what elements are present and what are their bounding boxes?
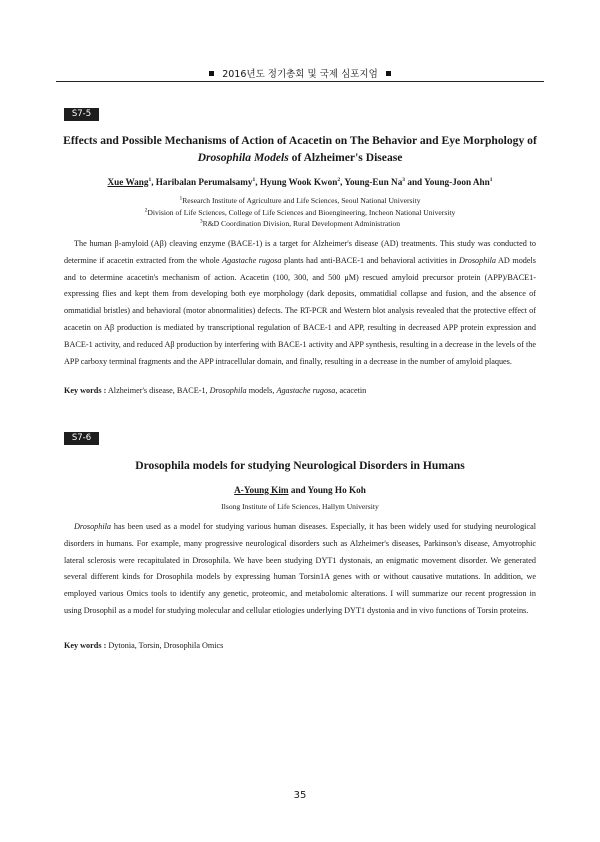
abstract-body-s7-5: The human β-amyloid (Aβ) cleaving enzyme (BACE-1) is a target for Alzheimer's disease (AD) treatments. This study was conducted to determine if acacetin extracted from the whole Agastache rugosa plants had anti-BACE-1 and behavioral activities in Drosophila AD models and to determine acacetin's mechanism of action. Acacetin (100, 300, and 500 μM) rescued amyloid precursor protein (APP)/BACE1-expressing flies and kept them from developing both eye morphology (dark deposits, ommatidial collapse and fusion, and the absence of ommatidial bristles) and behavioral (motor abnormalities) defects. The RT-PCR and Western blot analysis revealed that the protective effect of acacetin on Aβ production is mediated by transcriptional regulation of BACE-1 and APP, resulting in decreased APP protein expression and BACE-1 activity, and reduced Aβ production by interfering with BACE-1 activity and APP synthesis, resulting in a decrease in the levels of the APP carboxy terminal fragments and the APP intracellular domain, and finally, resulting in a decrease in the number of amyloid plaques. (64, 239, 536, 366)
running-header (0, 66, 600, 80)
running-header-text: 2016년도 정기총회 및 국제 심포지엄 (222, 69, 378, 80)
author-list-s7-5: Xue Wang$^1$, Haribalan Perumalsamy$^1$, Hyung Wook Kwon$^2$, Young-Eun Na$^3$ and Young-Joon Ahn$^1$ (107, 176, 493, 187)
title-line-2: Drosophila Models of Alzheimer's Disease (197, 151, 403, 164)
keywords-s7-5: Key words : Alzheimer's disease, BACE-1, Drosophila models, Agastache rugosa, acacetin (64, 386, 367, 395)
keywords-s7-6: Key words : Dytonia, Torsin, Drosophila Omics (64, 641, 224, 650)
square-bullet-icon (209, 71, 214, 76)
keywords-label: Key words : (64, 641, 107, 650)
session-tag-s7-6: S7-6 (64, 432, 99, 445)
presenting-author: Xue Wang (107, 177, 149, 187)
presenting-author: A-Young Kim (234, 485, 289, 495)
author-list-s7-6: A-Young Kim and Young Ho Koh (234, 485, 366, 495)
affiliation-s7-6: Ilsong Institute of Life Sciences, Hallym University (221, 502, 379, 511)
header-rule (56, 81, 544, 82)
affiliations-s7-5 (56, 195, 544, 230)
abstract-body-s7-6: Drosophila has been used as a model for studying various human diseases. Especially, it has been widely used for studying neurological disorders in humans. For example, many progressive neurological disorders such as Alzheimer's diseases, Parkinson's disease, Amyotrophic lateral sclerosis were recapitulated in Drosophila. We have been studying DYT1 dystonais, an enigmatic movement disorder. We generated several different kinds for Drosophila models by expressing human Torsin1A genes with or without causative mutations. In addition, we employed various Omics tools to identify any genetic, proteomic, and metabolomic alterations. I will summarize our recent progression in using Drosophil as a model for studying molecular and cellular etiologies underlying DYT1 dystonia and in vivo functions of Torsin proteins. (64, 522, 536, 615)
affiliation: $^2$Division of Life Sciences, College of Life Sciences and Bioengineering, Incheon National University (144, 206, 456, 217)
affiliation: $^3$R&D Coordination Division, Rural Development Administration (199, 218, 401, 228)
session-tag-s7-5: S7-5 (64, 108, 99, 121)
abstract-title-s7-6: Drosophila models for studying Neurological Disorders in Humans (135, 459, 465, 472)
keywords-label: Key words : (64, 386, 107, 395)
affiliation: $^1$Research Institute of Agriculture and Life Sciences, Seoul National University (179, 195, 421, 205)
page-number: 35 (293, 790, 307, 801)
abstract-title-s7-5 (56, 132, 544, 166)
square-bullet-icon (386, 71, 391, 76)
title-line-1: Effects and Possible Mechanisms of Action of Acacetin on The Behavior and Eye Morphology of (63, 134, 537, 147)
